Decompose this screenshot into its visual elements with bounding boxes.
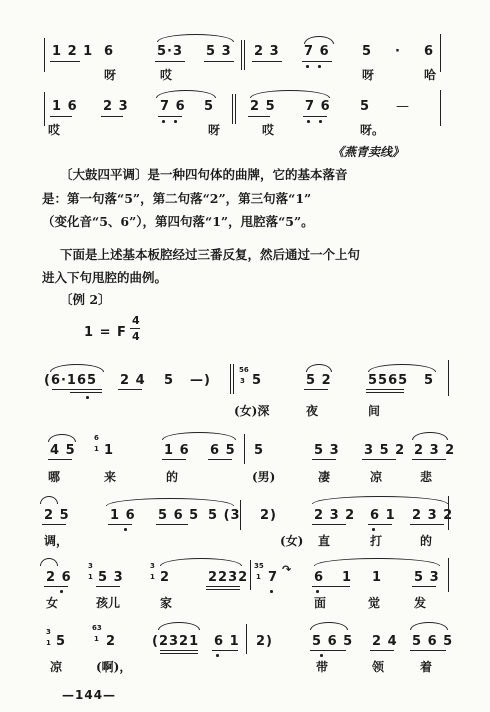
octave-dot xyxy=(307,120,310,123)
note: 5 3 xyxy=(98,570,124,585)
lyric: 的 xyxy=(166,470,179,484)
grace-note: 3 xyxy=(88,562,93,570)
slur xyxy=(368,364,436,372)
lyric: 发 xyxy=(414,596,427,610)
note: 6 5 xyxy=(210,443,236,458)
note: 7 6 xyxy=(160,99,186,114)
lyric: 的 xyxy=(420,534,433,548)
grace-note: 35 xyxy=(254,562,264,570)
lyric: 领 xyxy=(372,660,385,674)
note: 5 3 xyxy=(206,44,232,59)
underline xyxy=(366,389,404,390)
barline xyxy=(448,360,449,396)
underline xyxy=(96,586,120,587)
lyric: 悲 xyxy=(420,470,433,484)
barline xyxy=(448,496,449,530)
note: 2 3 2 xyxy=(414,443,456,458)
lyric: 呀 xyxy=(104,68,117,82)
lyric: 凄 xyxy=(318,470,331,484)
grace-note: 3 xyxy=(240,377,245,385)
slur xyxy=(410,622,448,630)
note: 4 5 xyxy=(50,443,76,458)
note: 6 xyxy=(314,570,325,585)
octave-dot xyxy=(316,590,319,593)
text-line: 进入下句甩腔的曲例。 xyxy=(42,270,168,285)
slur xyxy=(48,434,76,442)
lyric: 来 xyxy=(104,470,117,484)
note: 5 6 5 xyxy=(312,634,354,649)
note: 5 xyxy=(204,99,215,114)
barline xyxy=(235,94,236,124)
octave-dot xyxy=(86,396,89,399)
underline xyxy=(303,116,327,117)
slur xyxy=(106,498,234,506)
note: 2 3 xyxy=(254,44,280,59)
underline xyxy=(160,653,198,654)
slur xyxy=(304,36,334,44)
underline xyxy=(412,459,446,460)
underline xyxy=(248,116,270,117)
lyric: 哪 xyxy=(48,470,61,484)
slur xyxy=(312,496,448,504)
underline xyxy=(155,61,185,62)
note: 5 xyxy=(362,44,373,59)
lyric: 哎 xyxy=(262,123,275,137)
barline xyxy=(244,40,245,70)
underline xyxy=(410,524,444,525)
underline xyxy=(162,459,186,460)
underline xyxy=(312,586,350,587)
grace-note: 3 xyxy=(150,562,155,570)
underline xyxy=(52,389,102,390)
note: 5 3 xyxy=(414,570,440,585)
time-top: 4 xyxy=(132,314,141,327)
lyric: 呀。 xyxy=(360,123,385,137)
slur xyxy=(40,496,58,504)
note: 6 xyxy=(424,44,435,59)
note: 6 1 xyxy=(370,508,396,523)
slur xyxy=(162,432,236,440)
octave-dot xyxy=(319,120,322,123)
grace-note: 3 xyxy=(46,628,51,636)
grace-note: 1 xyxy=(94,635,99,643)
note: 7 6 xyxy=(305,99,331,114)
lyric: 打 xyxy=(370,534,383,548)
barline xyxy=(250,560,251,590)
lyric: 女 xyxy=(46,596,59,610)
lyric: 间 xyxy=(368,404,381,418)
octave-dot xyxy=(270,590,273,593)
octave-dot xyxy=(306,65,309,68)
grace-note: 1 xyxy=(150,573,155,581)
text-line: 〔大鼓四平调〕是一种四句体的曲牌，它的基本落音 xyxy=(60,167,348,182)
slur xyxy=(158,622,200,630)
note: 5 2 xyxy=(306,373,332,388)
note: 6 xyxy=(104,44,115,59)
note: 5 xyxy=(424,373,435,388)
time-bar xyxy=(130,328,140,329)
note: 5 6 5 xyxy=(158,508,200,523)
lyric: 孩儿 xyxy=(96,596,121,610)
note: 2 4 xyxy=(372,634,398,649)
barline xyxy=(233,364,234,394)
note: 5 xyxy=(254,443,265,458)
octave-dot xyxy=(174,120,177,123)
underline xyxy=(366,392,404,393)
lyric: (男) xyxy=(252,470,276,484)
slur xyxy=(314,558,440,566)
octave-dot xyxy=(318,65,321,68)
underline xyxy=(48,459,72,460)
lyric: 调， xyxy=(44,534,69,548)
note: 2232 xyxy=(208,570,249,585)
note: 5 xyxy=(252,373,263,388)
note: 2 6 xyxy=(46,570,72,585)
slur xyxy=(157,34,234,42)
underline xyxy=(370,650,394,651)
lyric: (啊)， xyxy=(96,660,132,674)
lyric: 带 xyxy=(316,660,329,674)
note: 2) xyxy=(256,634,273,649)
slur xyxy=(310,622,348,630)
text-line: 下面是上述基本板腔经过三番反复，然后通过一个上句 xyxy=(60,247,361,262)
note: 2 5 xyxy=(44,508,70,523)
note: 2) xyxy=(260,508,277,523)
octave-dot xyxy=(162,120,165,123)
underline xyxy=(118,389,142,390)
underline xyxy=(410,650,446,651)
slur xyxy=(250,90,330,98)
slur xyxy=(156,90,216,98)
slur xyxy=(306,364,332,372)
grace-note: 6 xyxy=(94,434,99,442)
underline xyxy=(156,524,188,525)
underline xyxy=(206,589,240,590)
grace-note: 63 xyxy=(92,624,102,632)
note: 2 3 2 xyxy=(412,508,454,523)
note: 1 xyxy=(372,570,383,585)
note: 5565 xyxy=(368,373,409,388)
time-bottom: 4 xyxy=(132,330,141,343)
note: · xyxy=(395,44,401,59)
example-label: 〔例 2〕 xyxy=(60,292,111,307)
barline xyxy=(244,434,245,464)
note: 1 xyxy=(104,443,115,458)
barline xyxy=(44,38,45,72)
underline xyxy=(208,459,232,460)
underline xyxy=(304,389,328,390)
note: 2 3 xyxy=(103,99,129,114)
underline xyxy=(101,116,123,117)
lyric: 哈 xyxy=(424,68,437,82)
lyric: 夜 xyxy=(306,404,319,418)
note: (6·165 xyxy=(44,373,98,388)
note: 5 xyxy=(56,634,67,649)
text-line: 是：第一句落“5”，第二句落“2”，第三句落“1” xyxy=(42,191,312,206)
underline xyxy=(50,116,72,117)
lyric: 呀 xyxy=(208,123,221,137)
note: (2321 xyxy=(152,634,200,649)
grace-note: 56 xyxy=(239,366,249,374)
slur xyxy=(50,364,104,372)
underline xyxy=(42,524,66,525)
underline xyxy=(302,61,332,62)
octave-dot xyxy=(216,654,219,657)
octave-dot xyxy=(372,528,375,531)
lyric: 家 xyxy=(160,596,173,610)
underline xyxy=(50,61,80,62)
underline xyxy=(412,586,436,587)
underline xyxy=(204,61,234,62)
octave-dot xyxy=(124,528,127,531)
lyric: (女) xyxy=(280,534,304,548)
barline xyxy=(246,624,247,654)
note: —) xyxy=(190,373,211,388)
note: 1 xyxy=(342,570,353,585)
slur xyxy=(40,558,58,566)
underline xyxy=(160,650,198,651)
lyric: 直 xyxy=(318,534,331,548)
barline xyxy=(44,92,45,126)
slur xyxy=(412,432,448,440)
note: 2 4 xyxy=(120,373,146,388)
barline xyxy=(440,34,441,72)
underline xyxy=(312,524,346,525)
barline xyxy=(232,94,233,124)
underline xyxy=(70,392,102,393)
octave-dot xyxy=(320,654,323,657)
source-citation: 《燕青卖线》 xyxy=(332,145,405,159)
grace-note: 1 xyxy=(46,639,51,647)
underline xyxy=(206,586,240,587)
underline xyxy=(368,524,392,525)
barline xyxy=(448,558,449,592)
lyric: 面 xyxy=(314,596,327,610)
turn-icon: ↷ xyxy=(282,563,293,576)
note: 3 5 2 xyxy=(364,443,406,458)
note: 2 xyxy=(160,570,171,585)
note: 5 6 5 xyxy=(412,634,454,649)
text-line: （变化音“5、6”），第四句落“1”，甩腔落“5”。 xyxy=(42,214,314,229)
note: 1 2 1 xyxy=(52,44,94,59)
underline xyxy=(312,459,336,460)
lyric: 着 xyxy=(420,660,433,674)
lyric: 凉 xyxy=(50,660,63,674)
slur xyxy=(160,558,242,566)
note: 1 6 xyxy=(164,443,190,458)
barline xyxy=(440,90,441,126)
lyric: 觉 xyxy=(368,596,381,610)
underline xyxy=(44,586,68,587)
note: — xyxy=(396,99,410,114)
note: 2 xyxy=(106,634,117,649)
underline xyxy=(252,61,282,62)
note: 6 1 xyxy=(214,634,240,649)
underline xyxy=(108,524,132,525)
octave-dot xyxy=(60,590,63,593)
underline xyxy=(158,116,182,117)
barline xyxy=(241,40,242,70)
underline xyxy=(362,459,396,460)
lyric: 凉 xyxy=(370,470,383,484)
underline xyxy=(212,650,238,651)
page-number: —144— xyxy=(62,688,117,702)
note: 7 6 xyxy=(304,44,330,59)
lyric: (女)深 xyxy=(234,404,270,418)
underline xyxy=(310,650,346,651)
lyric: 哎 xyxy=(160,68,173,82)
grace-note: 1 xyxy=(88,573,93,581)
note: 1 6 xyxy=(110,508,136,523)
note: 1 6 xyxy=(52,99,78,114)
lyric: 呀 xyxy=(362,68,375,82)
barline xyxy=(240,500,241,530)
lyric: 哎 xyxy=(48,123,61,137)
note: 2 5 xyxy=(250,99,276,114)
grace-note: 1 xyxy=(256,573,261,581)
note: 5 (3 xyxy=(208,508,241,523)
note: 2 3 2 xyxy=(314,508,356,523)
key: 1 = F xyxy=(84,325,127,340)
note: 5 xyxy=(360,99,371,114)
grace-note: 1 xyxy=(94,445,99,453)
note: 5 3 xyxy=(314,443,340,458)
note: 7 xyxy=(268,570,279,585)
note: 5 xyxy=(164,373,175,388)
note: 5·3 xyxy=(157,44,184,59)
barline xyxy=(230,364,231,394)
